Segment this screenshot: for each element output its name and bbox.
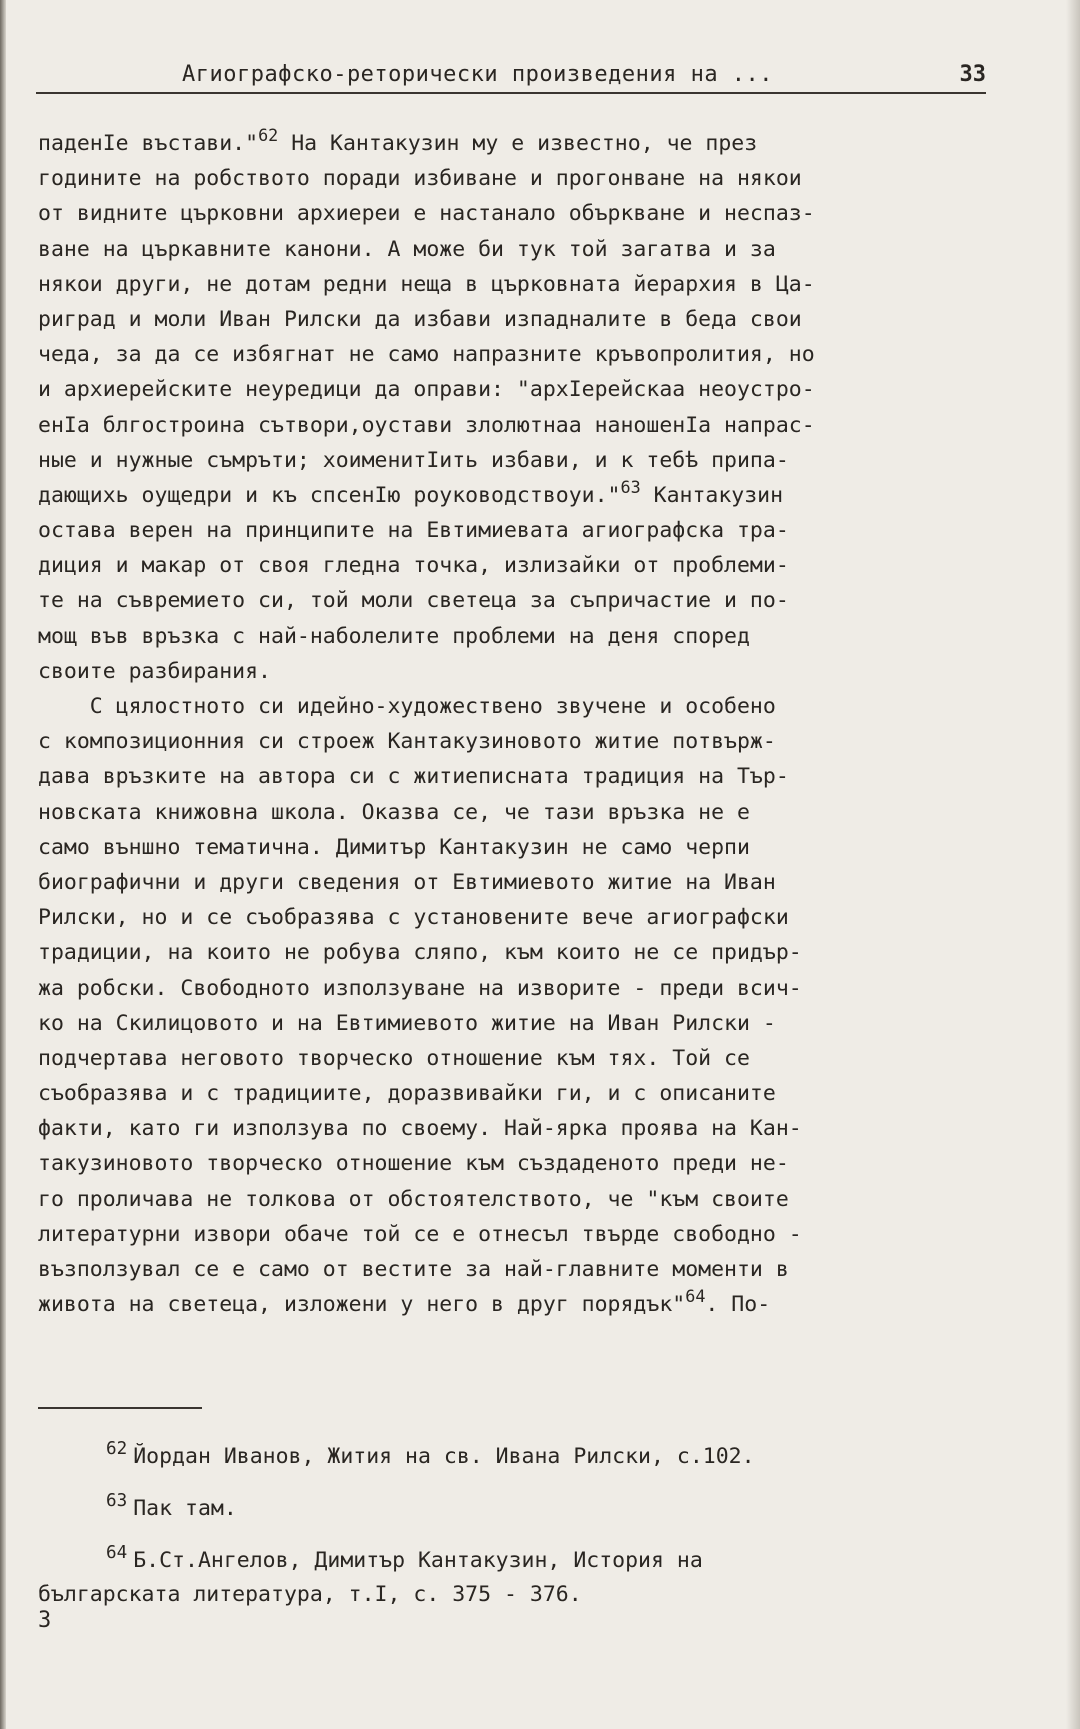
text-line bbox=[38, 830, 988, 865]
text-line-segment: С цялостното си идейно-художествено звучене и особено bbox=[38, 694, 776, 719]
text-line-segment: жа робски. Свободното използуване на изворите - преди всич- bbox=[38, 975, 802, 1001]
text-line-segment: само външно тематична. Димитър Кантакузин не само черпи bbox=[38, 834, 750, 860]
text-line-segment: дающихь оущедри и къ спсенІю роуководствоуи." bbox=[38, 482, 621, 508]
text-line bbox=[38, 302, 988, 337]
text-line bbox=[38, 1006, 988, 1041]
text-line-segment: и архиерейските неуредици да оправи: "архІерейскаа неоустро- bbox=[38, 377, 815, 403]
text-line bbox=[38, 795, 988, 830]
text-line-segment: остава верен на принципите на Евтимиевата агиографска тра- bbox=[38, 518, 789, 544]
text-line bbox=[38, 478, 988, 513]
text-line-segment: някои други, не дотам редни неща в църковната йерархия в Ца- bbox=[38, 271, 815, 297]
text-line-segment: . По- bbox=[705, 1292, 771, 1318]
text-line bbox=[38, 408, 988, 443]
text-line bbox=[38, 267, 988, 302]
text-line-segment: традиции, на които не робува сляпо, към които не се придър- bbox=[38, 940, 802, 966]
text-line-segment: Рилски, но и се съобразява с установените вече агиографски bbox=[38, 905, 789, 931]
running-header bbox=[36, 62, 986, 94]
text-line bbox=[38, 865, 988, 900]
text-line bbox=[38, 548, 988, 583]
body-text bbox=[38, 126, 988, 1322]
running-header-title: Агиографско-реторически произведения на ... bbox=[182, 62, 774, 87]
footnote bbox=[38, 1432, 988, 1474]
text-line-segment: риград и моли Иван Рилски да избави изпадналите в беда свои bbox=[38, 306, 802, 332]
text-line bbox=[38, 1287, 988, 1322]
text-line-segment: литературни извори обаче той се е отнесъл твърде свободно - bbox=[38, 1221, 802, 1247]
text-line-segment: годините на робството поради избиване и прогонване на някои bbox=[38, 166, 802, 192]
text-line bbox=[38, 654, 988, 689]
footnotes bbox=[38, 1432, 988, 1622]
text-line-segment: такузиновото творческо отношение към създаденото преди не- bbox=[38, 1151, 789, 1177]
text-line bbox=[38, 126, 988, 161]
text-line bbox=[38, 161, 988, 196]
text-line-segment: факти, като ги използува по своему. Най-ярка проява на Кан- bbox=[38, 1116, 802, 1142]
footnote-reference: 64 bbox=[685, 1285, 706, 1306]
footnote-text: Пак там. bbox=[133, 1495, 237, 1521]
text-line bbox=[38, 196, 988, 231]
footnote bbox=[38, 1536, 988, 1613]
text-line-segment: своите разбирания. bbox=[38, 658, 271, 684]
footnote-text: Б.Ст.Ангелов, Димитър Кантакузин, История на bbox=[133, 1547, 703, 1573]
text-line-segment: диция и макар от своя гледна точка, излизайки от проблеми- bbox=[38, 553, 789, 579]
text-line bbox=[38, 1182, 988, 1217]
text-line bbox=[38, 1041, 988, 1076]
text-line-segment: На Кантакузин му е известно, че през bbox=[278, 131, 758, 156]
text-line-segment: те на съвремието си, той моли светеца за съпричастие и по- bbox=[38, 588, 789, 614]
text-line bbox=[38, 1111, 988, 1146]
footnote-text: Йордан Иванов, Жития на св. Ивана Рилски, с.102. bbox=[133, 1443, 755, 1469]
text-line bbox=[38, 971, 988, 1006]
text-line-segment: възползувал се е само от вестите за най-главните моменти в bbox=[38, 1257, 789, 1282]
text-line-segment: го проличава не толкова от обстоятелството, че "към своите bbox=[38, 1186, 789, 1212]
text-line bbox=[38, 337, 988, 372]
text-line-segment: съобразява и с традициите, доразвивайки ги, и с описаните bbox=[38, 1081, 776, 1107]
text-line-segment: паденІе въстави." bbox=[38, 131, 259, 156]
text-line bbox=[38, 619, 988, 654]
text-line-segment: Кантакузин bbox=[640, 482, 784, 508]
text-line bbox=[38, 724, 988, 759]
text-line bbox=[38, 583, 988, 618]
signature-mark: 3 bbox=[38, 1608, 52, 1633]
footnote-number: 64 bbox=[106, 1542, 128, 1563]
text-line-segment: живота на светеца, изложени у него в друг порядък" bbox=[38, 1292, 686, 1318]
text-line-segment: новската книжовна школа. Оказва се, че тази връзка не е bbox=[38, 799, 750, 825]
page-left-edge bbox=[0, 0, 6, 1729]
text-line-segment: мощ във връзка с най-наболелите проблеми на деня според bbox=[38, 623, 750, 649]
text-line bbox=[38, 935, 988, 970]
text-line bbox=[38, 232, 988, 267]
text-line bbox=[38, 1252, 988, 1287]
footnote-reference: 62 bbox=[258, 124, 279, 145]
text-line bbox=[38, 1217, 988, 1252]
text-line bbox=[38, 689, 988, 724]
page-number: 33 bbox=[959, 62, 986, 87]
text-line-segment: ные и нужные съмръти; хоименитІить избави, и к тебѣ припа- bbox=[38, 447, 789, 473]
text-line bbox=[38, 513, 988, 548]
text-line bbox=[38, 1076, 988, 1111]
text-line-segment: енІа блгостроина сътвори,оустави злолютнаа наношенІа напрас- bbox=[38, 412, 815, 438]
text-line-segment: биографични и други сведения от Евтимиевото житие на Иван bbox=[38, 869, 776, 895]
text-line bbox=[38, 443, 988, 478]
text-line-segment: ко на Скилицовото и на Евтимиевото житие на Иван Рилски - bbox=[38, 1010, 776, 1036]
footnote-number: 62 bbox=[106, 1439, 128, 1459]
text-line-segment: с композиционния си строеж Кантакузиновото житие потвърж- bbox=[38, 729, 776, 755]
text-line bbox=[38, 759, 988, 794]
footnote bbox=[38, 1484, 988, 1526]
footnote-text-continued: българската литература, т.I, с. 375 - 376. bbox=[38, 1582, 582, 1608]
text-line bbox=[38, 1146, 988, 1181]
text-line-segment: от видните църковни архиереи е настанало объркване и неспаз- bbox=[38, 201, 815, 227]
text-line-segment: ване на църкавните канони. А може би тук той загатва и за bbox=[38, 236, 776, 262]
text-line-segment: дава връзките на автора си с житиеписната традиция на Тър- bbox=[38, 764, 789, 790]
text-line bbox=[38, 900, 988, 935]
page-right-edge bbox=[1066, 0, 1080, 1729]
footnote-number: 63 bbox=[106, 1490, 128, 1511]
footnote-rule bbox=[38, 1407, 202, 1409]
footnote-reference: 63 bbox=[620, 476, 641, 497]
text-line-segment: чеда, за да се избягнат не само напразните кръвопролития, но bbox=[38, 342, 815, 368]
text-line bbox=[38, 372, 988, 407]
text-line-segment: подчертава неговото творческо отношение към тях. Той се bbox=[38, 1045, 750, 1071]
